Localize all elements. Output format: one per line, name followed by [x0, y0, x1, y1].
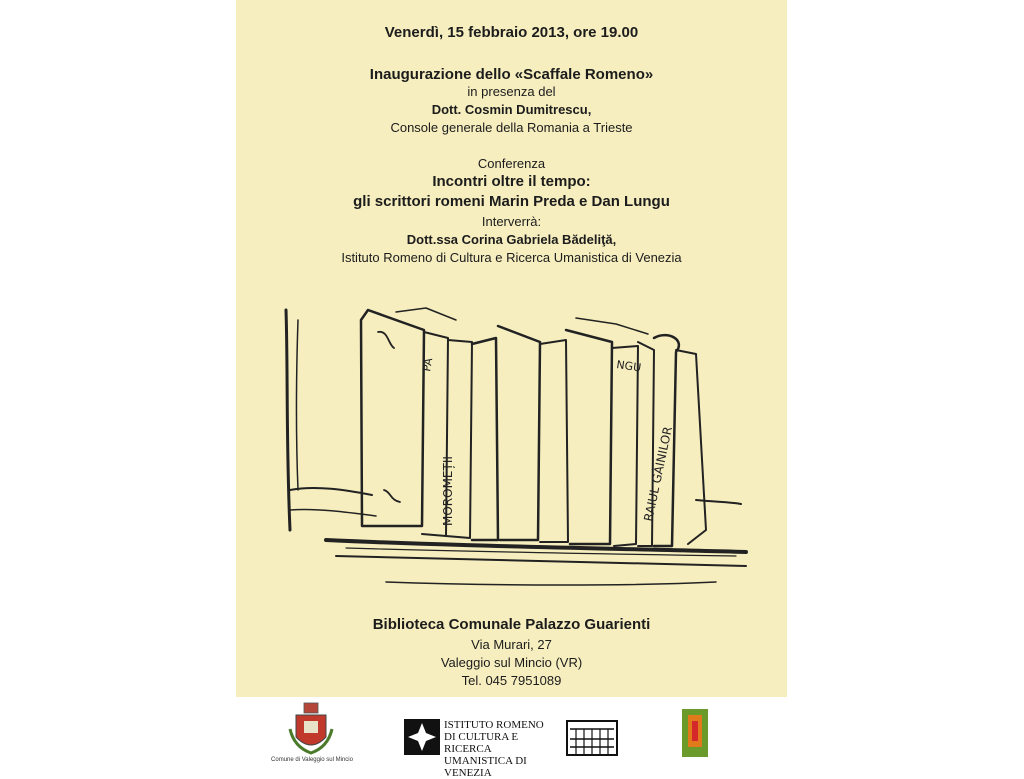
inauguration-title: Inaugurazione dello «Scaffale Romeno» — [369, 66, 654, 83]
institute-building-icon — [566, 719, 618, 757]
comune-caption: Comune di Valeggio sul Mincio — [271, 757, 353, 763]
venue-city: Valeggio sul Mincio (VR) — [440, 655, 583, 670]
speaker-label: Interverrà: — [481, 214, 542, 229]
guest-name: Dott. Cosmin Dumitrescu, — [431, 102, 592, 117]
event-date: Venerdì, 15 febbraio 2013, ore 19.00 — [384, 24, 639, 41]
partner-logo-icon — [680, 707, 710, 759]
institute-line: UMANISTICA DI VENEZIA — [444, 755, 527, 779]
sponsor-logos-strip — [236, 697, 787, 779]
comune-coat-of-arms-icon — [286, 699, 336, 757]
venue-name: Biblioteca Comunale Palazzo Guarienti — [372, 616, 651, 633]
speaker-name: Dott.ssa Corina Gabriela Bădeliţă, — [406, 232, 617, 247]
guest-role: Console generale della Romania a Trieste — [390, 120, 633, 135]
conference-title-line-1: Incontri oltre il tempo: — [432, 173, 591, 190]
institute-line: ISTITUTO ROMENO — [444, 719, 544, 731]
venue-phone: Tel. 045 7951089 — [461, 673, 562, 688]
book-spine-raiul-gainilor: RAIUL GĂINILOR — [641, 425, 675, 523]
institute-line: DI CULTURA E RICERCA — [444, 731, 519, 755]
presence-text: in presenza del — [467, 84, 556, 99]
book-spine-ngu: NGU — [615, 358, 642, 375]
book-spine-pa: PA — [420, 356, 436, 373]
conference-label: Conferenza — [477, 156, 546, 171]
bookshelf-drawing-icon — [276, 290, 756, 600]
institute-name — [444, 719, 568, 779]
speaker-institution: Istituto Romeno di Cultura e Ricerca Umanistica di Venezia — [341, 250, 682, 265]
conference-title-line-2: gli scrittori romeni Marin Preda e Dan Lungu — [353, 193, 670, 210]
event-poster — [236, 0, 787, 697]
book-spine-moromętii: MOROMEȚII — [441, 456, 455, 526]
institute-cross-icon — [404, 719, 440, 755]
venue-street: Via Murari, 27 — [471, 637, 552, 652]
